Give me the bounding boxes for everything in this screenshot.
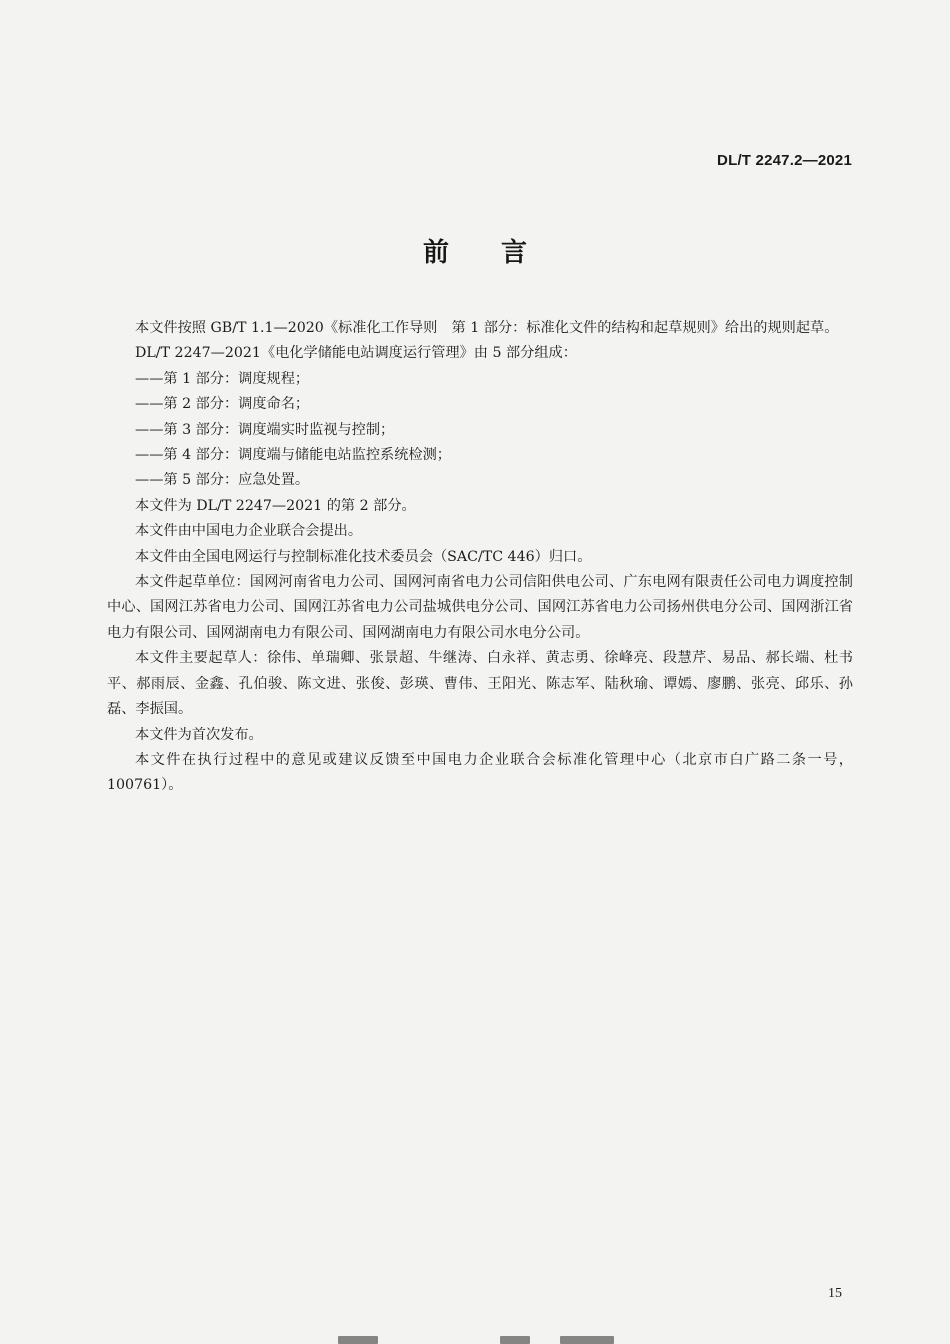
list-item-part-1: ——第 1 部分：调度规程； [135, 370, 310, 387]
paragraph-drafters: 本文件主要起草人：徐伟、单瑞卿、张景超、牛继涛、白永祥、黄志勇、徐峰亮、段慧芹、易品、郝长端、杜书平、郝雨辰、金鑫、孔伯骏、陈文进、张俊、彭瑛、曹伟、王阳光、陈志军、陆秋瑜、谭嫣、廖鹏、张亮、邱乐、孙磊、李振国。 [107, 650, 853, 718]
paragraph-first-release: 本文件为首次发布。 [135, 726, 263, 743]
foreword-body [107, 316, 853, 799]
paragraph-feedback: 本文件在执行过程中的意见或建议反馈至中国电力企业联合会标准化管理中心（北京市白广路二条一号，100761）。 [107, 751, 853, 794]
cropped-footer-text [0, 1330, 950, 1344]
list-item-part-4: ——第 4 部分：调度端与储能电站监控系统检测； [135, 447, 451, 464]
paragraph-committee: 本文件由全国电网运行与控制标准化技术委员会（SAC/TC 446）归口。 [135, 548, 592, 565]
paragraph-drafting-units: 本文件起草单位：国网河南省电力公司、国网河南省电力公司信阳供电公司、广东电网有限责任公司电力调度控制中心、国网江苏省电力公司、国网江苏省电力公司盐城供电分公司、国网江苏省电力公司扬州供电分公司、国网浙江省电力有限公司、国网湖南电力有限公司、国网湖南电力有限公司水电分公司。 [107, 574, 853, 641]
page-number: 15 [828, 1286, 842, 1301]
paragraph-parts-intro: DL/T 2247—2021《电化学储能电站调度运行管理》由 5 部分组成： [135, 345, 577, 362]
paragraph-this-part: 本文件为 DL/T 2247—2021 的第 2 部分。 [135, 497, 416, 514]
list-item-part-2: ——第 2 部分：调度命名； [135, 396, 310, 413]
document-code: DL/T 2247.2—2021 [717, 152, 852, 169]
list-item-part-3: ——第 3 部分：调度端实时监视与控制； [135, 421, 395, 438]
page-title: 前言 [422, 238, 579, 268]
list-item-part-5: ——第 5 部分：应急处置。 [135, 472, 310, 489]
paragraph-proposer: 本文件由中国电力企业联合会提出。 [135, 523, 363, 540]
paragraph-drafting-rules: 本文件按照 GB/T 1.1—2020《标准化工作导则 第 1 部分：标准化文件的结构和起草规则》给出的规则起草。 [135, 320, 839, 336]
